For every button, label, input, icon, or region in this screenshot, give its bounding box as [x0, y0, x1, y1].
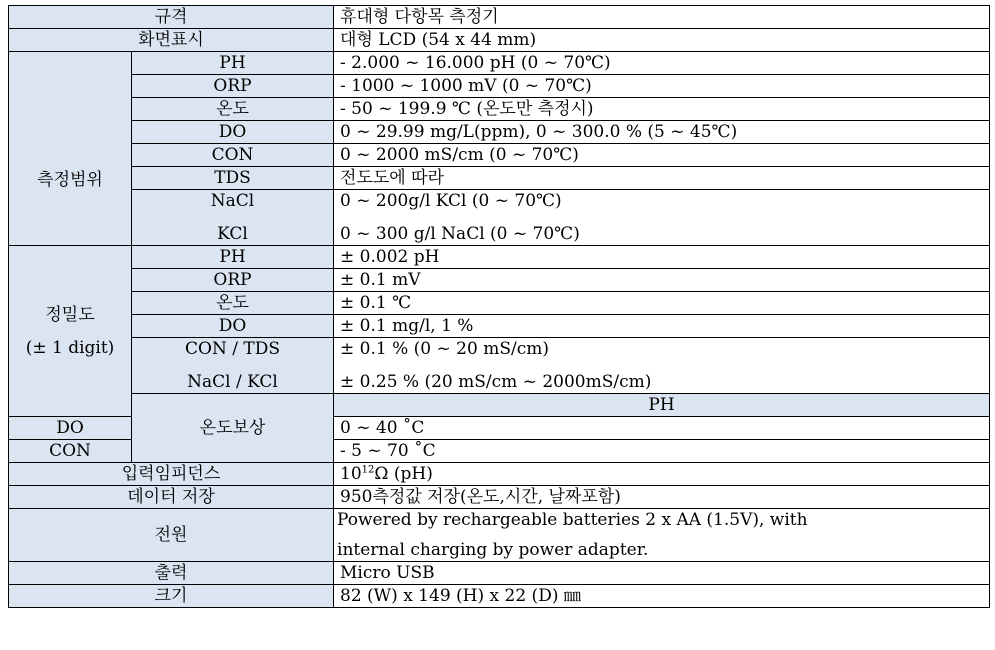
- row-value-power: [334, 509, 990, 562]
- range-value-ph: - 2.000 ~ 16.000 pH (0 ~ 70℃): [334, 52, 990, 75]
- accuracy-value-con-tds: ± 0.1 % (0 ~ 20 mS/cm): [340, 339, 549, 359]
- range-value-do: 0 ~ 29.99 mg/L(ppm), 0 ~ 300.0 % (5 ~ 45℃): [334, 121, 990, 144]
- range-label-con: CON: [132, 144, 334, 167]
- range-label-nacl: NaCl: [210, 191, 255, 211]
- range-value-temp: - 50 ~ 199.9 ℃ (온도만 측정시): [334, 98, 990, 121]
- power-line-1: Powered by rechargeable batteries 2 x AA (1.5V), with: [337, 510, 808, 530]
- row-label-storage: 데이터 저장: [9, 486, 334, 509]
- range-label-tds: TDS: [132, 167, 334, 190]
- range-value-nacl-kcl: [334, 190, 990, 246]
- row-label-display: 화면표시: [9, 29, 334, 52]
- range-label-kcl: KCl: [217, 224, 248, 244]
- range-value-kcl: 0 ~ 300 g/l NaCl (0 ~ 70℃): [340, 224, 580, 244]
- row-value-storage: 950측정값 저장(온도,시간, 날짜포함): [334, 486, 990, 509]
- table-row: [9, 29, 990, 52]
- group-label-accuracy-main: 정밀도: [45, 304, 95, 325]
- accuracy-label-do: DO: [132, 315, 334, 338]
- table-row: [9, 6, 990, 29]
- table-row: [9, 75, 990, 98]
- group-label-range: 측정범위: [9, 52, 132, 246]
- range-value-tds: 전도도에 따라: [334, 167, 990, 190]
- table-row: [9, 121, 990, 144]
- row-value-impedance: [334, 463, 990, 486]
- table-row: [9, 394, 990, 417]
- spec-table: [8, 5, 990, 608]
- table-row: [9, 315, 990, 338]
- row-label-size: 크기: [9, 585, 334, 608]
- tempcomp-label-ph: PH: [334, 394, 990, 417]
- range-label-nacl-kcl: [132, 190, 334, 246]
- accuracy-label-temp: 온도: [132, 292, 334, 315]
- impedance-rest: Ω (pH): [374, 464, 433, 484]
- table-row: [9, 292, 990, 315]
- accuracy-label-ph: PH: [132, 246, 334, 269]
- row-label-power: 전원: [9, 509, 334, 562]
- accuracy-value-ph: ± 0.002 pH: [334, 246, 990, 269]
- impedance-base: 10: [340, 464, 362, 484]
- range-value-nacl: 0 ~ 200g/l KCl (0 ~ 70℃): [340, 191, 562, 211]
- tempcomp-value-con: - 5 ~ 70 ˚C: [334, 440, 990, 463]
- row-value-spec: 휴대형 다항목 측정기: [334, 6, 990, 29]
- range-label-do: DO: [132, 121, 334, 144]
- accuracy-value-temp: ± 0.1 ℃: [334, 292, 990, 315]
- row-label-impedance: 입력임피던스: [9, 463, 334, 486]
- range-label-orp: ORP: [132, 75, 334, 98]
- row-value-display: 대형 LCD (54 x 44 mm): [334, 29, 990, 52]
- row-value-output: Micro USB: [334, 562, 990, 585]
- table-row: [9, 509, 990, 562]
- range-label-ph: PH: [132, 52, 334, 75]
- range-label-temp: 온도: [132, 98, 334, 121]
- range-value-con: 0 ~ 2000 mS/cm (0 ~ 70℃): [334, 144, 990, 167]
- table-row: [9, 167, 990, 190]
- table-row: [9, 269, 990, 292]
- row-label-spec: 규격: [9, 6, 334, 29]
- group-label-temp-comp: 온도보상: [132, 394, 334, 463]
- table-row: [9, 562, 990, 585]
- impedance-exponent: 12: [361, 464, 375, 476]
- accuracy-label-con-nacl: [132, 338, 334, 394]
- accuracy-value-nacl-kcl: ± 0.25 % (20 mS/cm ~ 2000mS/cm): [340, 372, 652, 392]
- tempcomp-label-do: DO: [9, 417, 132, 440]
- accuracy-value-orp: ± 0.1 mV: [334, 269, 990, 292]
- tempcomp-label-con: CON: [9, 440, 132, 463]
- table-row: [9, 190, 990, 246]
- accuracy-label-con-tds: CON / TDS: [185, 339, 280, 359]
- group-label-accuracy-sub: (± 1 digit): [25, 337, 115, 358]
- tempcomp-value-do: 0 ~ 40 ˚C: [334, 417, 990, 440]
- accuracy-value-con-nacl: [334, 338, 990, 394]
- accuracy-value-do: ± 0.1 mg/l, 1 %: [334, 315, 990, 338]
- table-row: [9, 338, 990, 394]
- accuracy-label-orp: ORP: [132, 269, 334, 292]
- accuracy-label-nacl-kcl: NaCl / KCl: [187, 372, 278, 392]
- table-row: [9, 98, 990, 121]
- power-line-2: internal charging by power adapter.: [337, 540, 649, 560]
- table-row: [9, 52, 990, 75]
- table-row: [9, 463, 990, 486]
- range-value-orp: - 1000 ~ 1000 mV (0 ~ 70℃): [334, 75, 990, 98]
- group-label-accuracy: [9, 246, 132, 417]
- table-row: [9, 585, 990, 608]
- table-row: [9, 144, 990, 167]
- row-value-size: 82 (W) x 149 (H) x 22 (D) ㎜: [334, 585, 990, 608]
- table-row: [9, 486, 990, 509]
- table-row: [9, 246, 990, 269]
- row-label-output: 출력: [9, 562, 334, 585]
